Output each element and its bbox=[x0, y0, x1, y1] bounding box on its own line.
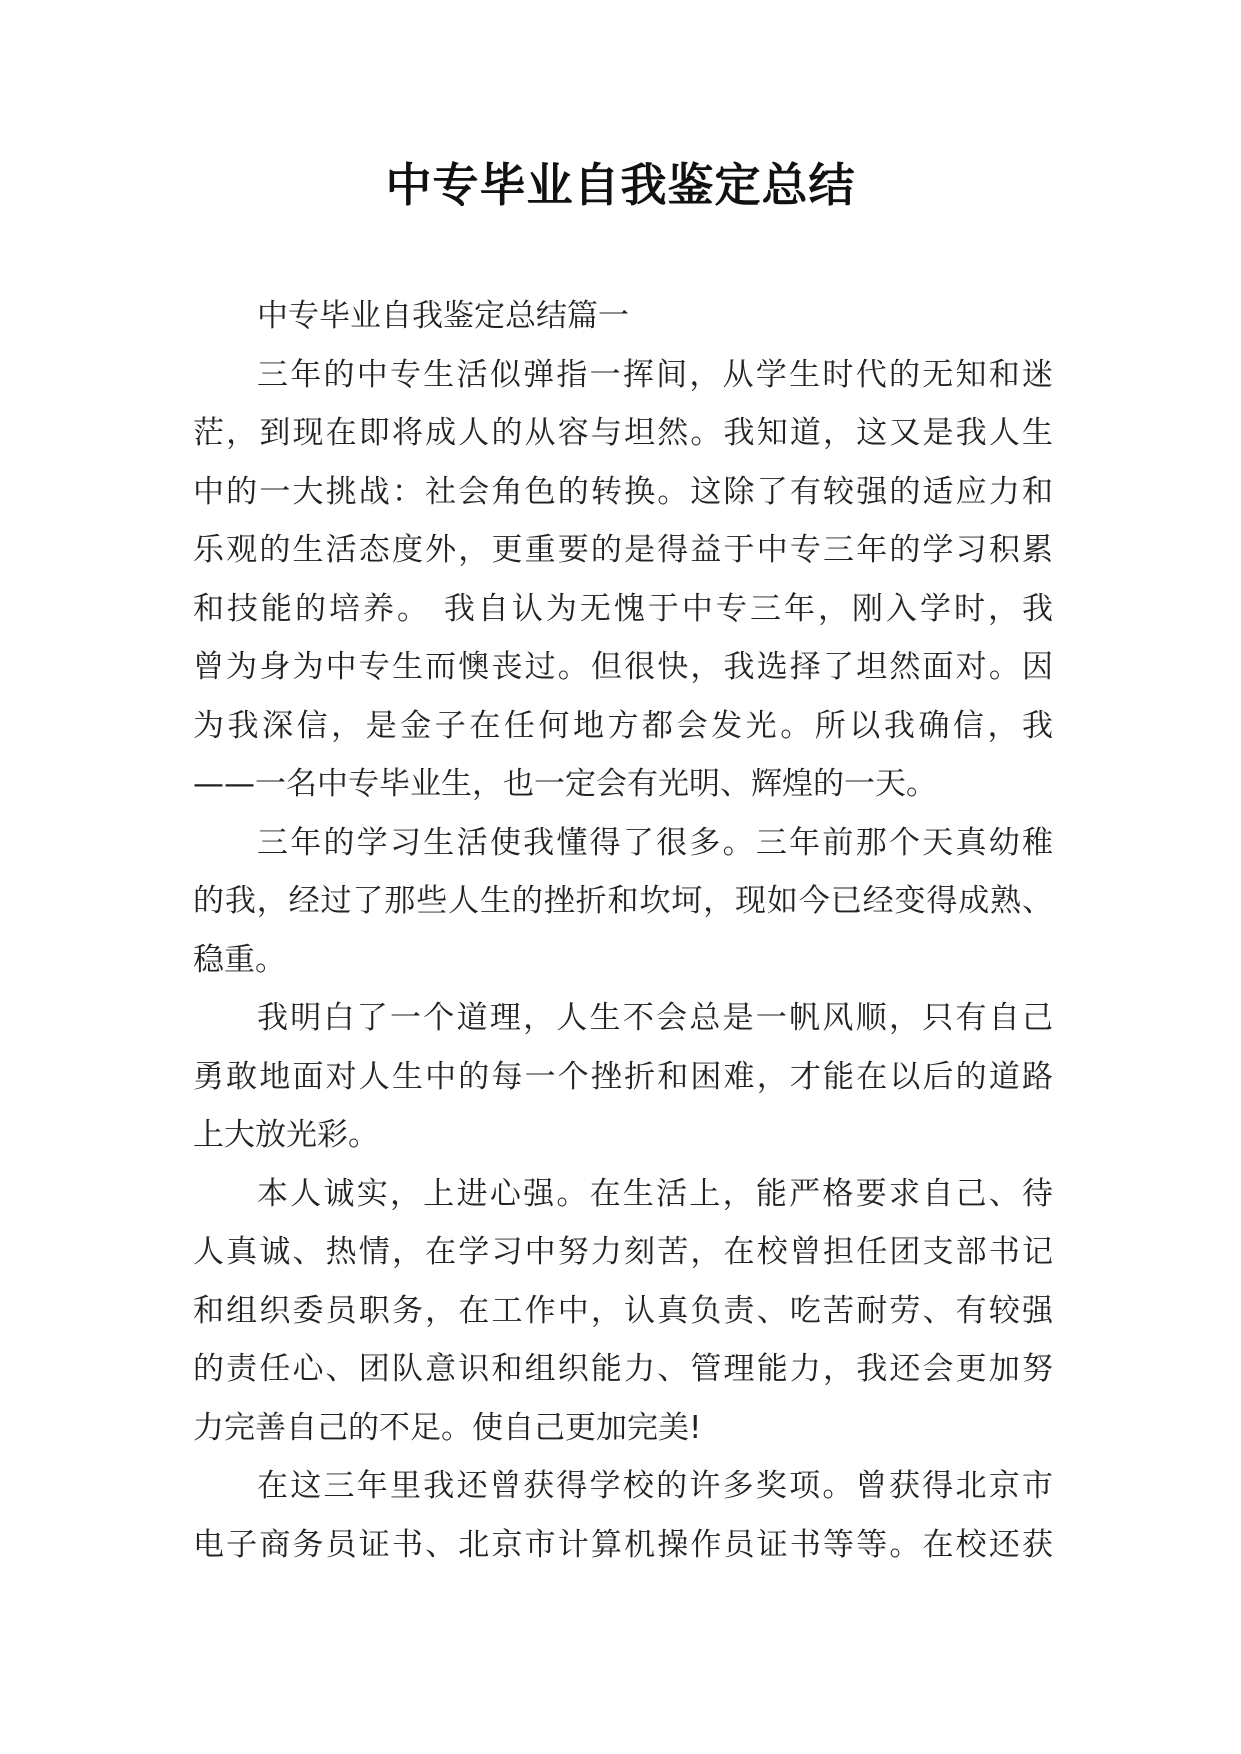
text-line: 我明白了一个道理，人生不会总是一帆风顺，只有自己 bbox=[257, 1000, 1053, 1036]
text-line: 乐观的生活态度外，更重要的是得益于中专三年的学习积累 bbox=[193, 532, 1053, 568]
text-line: 力完善自己的不足。使自己更加完美! bbox=[193, 1409, 702, 1446]
text-line: 勇敢地面对人生中的每一个挫折和困难，才能在以后的道路 bbox=[193, 1058, 1053, 1095]
text-line: 曾为身为中专生而懊丧过。但很快，我选择了坦然面对。因 bbox=[193, 649, 1053, 685]
text-line: 中专毕业自我鉴定总结篇一 bbox=[257, 298, 629, 334]
text-line: ——一名中专毕业生，也一定会有光明、辉煌的一天。 bbox=[193, 766, 937, 802]
text-line: 中的一大挑战：社会角色的转换。这除了有较强的适应力和 bbox=[193, 473, 1053, 510]
text-line: 为我深信，是金子在任何地方都会发光。所以我确信，我 bbox=[193, 707, 1053, 744]
text-line: 电子商务员证书、北京市计算机操作员证书等等。在校还获 bbox=[193, 1526, 1053, 1563]
text-line: 上大放光彩。 bbox=[193, 1117, 379, 1153]
text-line: 在这三年里我还曾获得学校的许多奖项。曾获得北京市 bbox=[257, 1468, 1053, 1504]
text-line: 和技能的培养。 我自认为无愧于中专三年，刚入学时，我 bbox=[193, 590, 1053, 627]
text-line: 的责任心、团队意识和组织能力、管理能力，我还会更加努 bbox=[193, 1351, 1053, 1387]
text-line: 本人诚实，上进心强。在生活上，能严格要求自己、待 bbox=[257, 1175, 1053, 1212]
text-line: 三年的学习生活使我懂得了很多。三年前那个天真幼稚 bbox=[257, 824, 1053, 861]
document-title: 中专毕业自我鉴定总结 bbox=[385, 158, 856, 212]
text-line: 人真诚、热情，在学习中努力刻苦，在校曾担任团支部书记 bbox=[193, 1234, 1053, 1270]
text-line: 三年的中专生活似弹指一挥间，从学生时代的无知和迷 bbox=[257, 356, 1053, 393]
document-body bbox=[193, 287, 1053, 1574]
text-line: 的我，经过了那些人生的挫折和坎坷，现如今已经变得成熟、 bbox=[193, 883, 1053, 919]
text-line: 稳重。 bbox=[193, 941, 286, 978]
text-line: 茫，到现在即将成人的从容与坦然。我知道，这又是我人生 bbox=[193, 415, 1053, 451]
text-line: 和组织委员职务，在工作中，认真负责、吃苦耐劳、有较强 bbox=[193, 1292, 1053, 1329]
